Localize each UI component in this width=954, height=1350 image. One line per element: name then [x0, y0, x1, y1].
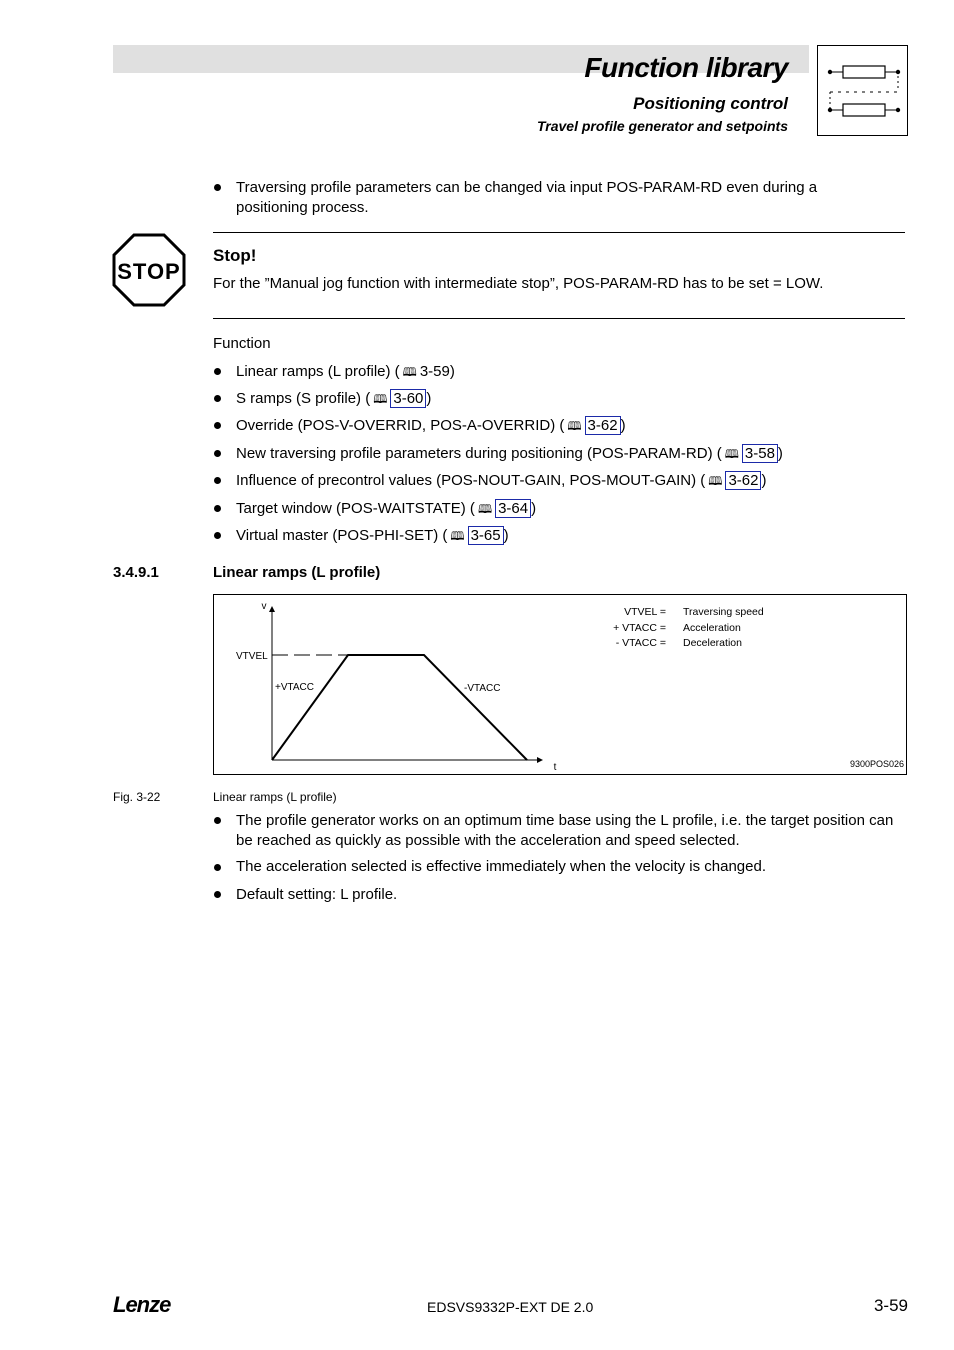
function-item-tail: ) — [426, 390, 432, 407]
book-icon: 🕮 — [402, 365, 417, 379]
legend-symbol: + VTACC = — [613, 622, 666, 634]
page-reference-link[interactable]: 3-64 — [495, 499, 531, 518]
figure-box — [213, 594, 907, 775]
book-icon: 🕮 — [477, 502, 493, 516]
legend-meaning: Deceleration — [683, 637, 742, 649]
function-item — [236, 362, 455, 382]
bullet-dot — [214, 184, 221, 191]
l-profile-curve — [272, 655, 527, 760]
function-item-tail: ) — [503, 527, 509, 544]
footer-document-id: EDSVS9332P-EXT DE 2.0 — [427, 1299, 594, 1315]
page-subsubtitle: Travel profile generator and setpoints — [536, 118, 788, 134]
legend-symbol: VTVEL = — [624, 606, 666, 618]
book-icon: 🕮 — [567, 419, 582, 433]
page-reference-link[interactable]: 3-65 — [468, 526, 504, 545]
bullet-dot — [214, 395, 221, 402]
bullet-dot — [214, 477, 221, 484]
y-axis-label: v — [261, 601, 267, 612]
bullet-dot — [214, 817, 221, 824]
function-item — [236, 526, 509, 546]
legend-meaning: Acceleration — [683, 622, 741, 634]
function-item-text: Override (POS-V-OVERRID, POS-A-OVERRID) ( — [236, 417, 565, 434]
book-icon: 🕮 — [450, 529, 465, 543]
section-title: Linear ramps (L profile) — [213, 564, 381, 581]
bullet-dot — [214, 532, 221, 539]
function-item-text: S ramps (S profile) ( — [236, 390, 371, 407]
bullet-dot — [214, 450, 221, 457]
accel-label: +VTACC — [275, 682, 314, 693]
bullet-dot — [214, 368, 221, 375]
bullet-dot — [214, 505, 221, 512]
function-item — [236, 444, 783, 464]
divider — [213, 318, 905, 319]
function-item — [236, 416, 626, 436]
function-item — [236, 471, 766, 491]
bottom-bullet-text: The profile generator works on an optimum time base using the L profile, i.e. the target position can be reached as quickly as possible with the acceleration and speed selected. — [236, 812, 894, 849]
function-item-tail: ) — [777, 445, 783, 462]
book-icon: 🕮 — [373, 392, 388, 406]
section-number: 3.4.9.1 — [113, 564, 159, 581]
stop-heading: Stop! — [213, 246, 257, 265]
intro-bullet-text: Traversing profile parameters can be changed via input POS-PARAM-RD even during a positioning process. — [236, 179, 818, 216]
function-item-tail: ) — [620, 417, 626, 434]
page-subtitle: Positioning control — [633, 94, 788, 113]
figure-caption-number: Fig. 3-22 — [113, 790, 161, 804]
page-reference-link[interactable]: 3-62 — [725, 471, 761, 490]
stop-sign-icon — [112, 233, 186, 307]
function-item-text: New traversing profile parameters during positioning (POS-PARAM-RD) ( — [236, 445, 722, 462]
legend-symbol: - VTACC = — [615, 637, 666, 649]
function-item-text: Target window (POS-WAITSTATE) ( — [236, 500, 475, 517]
function-item-tail: ) — [531, 500, 537, 517]
function-item-text: Virtual master (POS-PHI-SET) ( — [236, 527, 448, 544]
footer-page-number: 3-59 — [873, 1296, 908, 1315]
function-item — [236, 499, 536, 519]
figure-caption-text: Linear ramps (L profile) — [213, 790, 337, 804]
book-icon: 🕮 — [724, 447, 739, 461]
page-reference-link[interactable]: 3-62 — [585, 416, 621, 435]
x-axis-label: t — [553, 762, 557, 773]
velocity-profile-diagram — [214, 595, 906, 774]
function-item — [236, 389, 431, 409]
stop-sign-text: STOP — [117, 259, 181, 284]
book-icon: 🕮 — [708, 474, 723, 488]
legend-meaning: Traversing speed — [683, 606, 764, 618]
page-title: Function library — [584, 52, 788, 83]
function-item-tail: ) — [761, 472, 767, 489]
function-block-icon — [818, 46, 907, 135]
lenze-logo: Lenze — [113, 1292, 171, 1317]
page-reference-link: 3-59 — [419, 363, 450, 380]
function-label: Function — [213, 335, 271, 352]
function-item-tail: ) — [449, 363, 455, 380]
vtvel-label: VTVEL — [236, 651, 268, 662]
bullet-dot — [214, 422, 221, 429]
bullet-dot — [214, 891, 221, 898]
bottom-bullet-text: The acceleration selected is effective immediately when the velocity is changed. — [236, 858, 767, 875]
divider — [213, 232, 905, 233]
function-item-text: Linear ramps (L profile) ( — [236, 363, 400, 380]
decel-label: -VTACC — [464, 683, 501, 694]
bullet-dot — [214, 864, 221, 871]
figure-code: 9300POS026 — [849, 759, 904, 769]
stop-text: For the ”Manual jog function with intermediate stop”, POS-PARAM-RD has to be set = LOW. — [213, 275, 824, 292]
chapter-icon — [817, 45, 908, 136]
page-reference-link[interactable]: 3-60 — [390, 389, 426, 408]
function-item-text: Influence of precontrol values (POS-NOUT-GAIN, POS-MOUT-GAIN) ( — [236, 472, 706, 489]
page-reference-link[interactable]: 3-58 — [742, 444, 778, 463]
bottom-bullet-text: Default setting: L profile. — [236, 886, 398, 903]
